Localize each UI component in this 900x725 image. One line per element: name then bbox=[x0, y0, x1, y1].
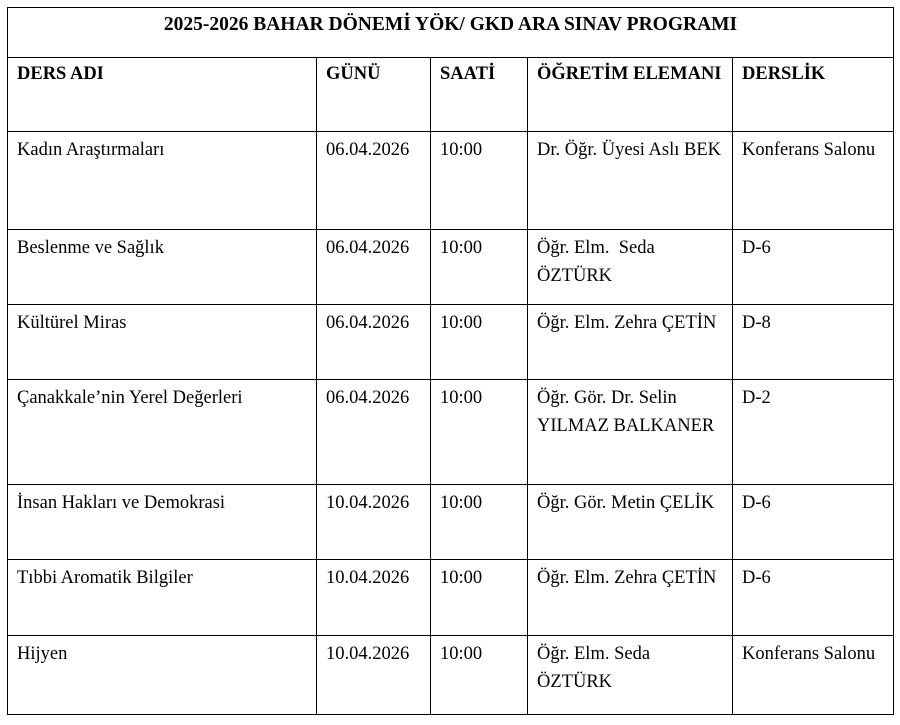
table-row bbox=[8, 380, 894, 485]
cell-instructor: Öğr. Elm. Zehra ÇETİN bbox=[528, 305, 733, 380]
cell-room: Konferans Salonu bbox=[733, 636, 894, 715]
cell-course: Hijyen bbox=[8, 636, 317, 715]
header-day: GÜNÜ bbox=[317, 58, 431, 132]
cell-time: 10:00 bbox=[431, 485, 528, 560]
cell-course: İnsan Hakları ve Demokrasi bbox=[8, 485, 317, 560]
cell-room: D-6 bbox=[733, 560, 894, 636]
header-row bbox=[8, 58, 894, 132]
cell-instructor: Öğr. Gör. Metin ÇELİK bbox=[528, 485, 733, 560]
header-course: DERS ADI bbox=[8, 58, 317, 132]
table-row bbox=[8, 305, 894, 380]
cell-time: 10:00 bbox=[431, 560, 528, 636]
exam-schedule-document bbox=[7, 7, 893, 715]
cell-room: D-6 bbox=[733, 230, 894, 305]
table-row bbox=[8, 230, 894, 305]
table-row bbox=[8, 560, 894, 636]
cell-course: Kültürel Miras bbox=[8, 305, 317, 380]
exam-schedule-table bbox=[7, 7, 894, 715]
cell-course: Kadın Araştırmaları bbox=[8, 132, 317, 230]
cell-course: Beslenme ve Sağlık bbox=[8, 230, 317, 305]
cell-instructor: Dr. Öğr. Üyesi Aslı BEK bbox=[528, 132, 733, 230]
cell-day: 06.04.2026 bbox=[317, 305, 431, 380]
table-row bbox=[8, 636, 894, 715]
cell-room: D-6 bbox=[733, 485, 894, 560]
cell-room: D-8 bbox=[733, 305, 894, 380]
cell-day: 06.04.2026 bbox=[317, 230, 431, 305]
cell-instructor: Öğr. Elm. Seda ÖZTÜRK bbox=[528, 636, 733, 715]
cell-instructor: Öğr. Elm. Seda ÖZTÜRK bbox=[528, 230, 733, 305]
cell-day: 10.04.2026 bbox=[317, 636, 431, 715]
header-room: DERSLİK bbox=[733, 58, 894, 132]
cell-instructor: Öğr. Elm. Zehra ÇETİN bbox=[528, 560, 733, 636]
header-instructor: ÖĞRETİM ELEMANI bbox=[528, 58, 733, 132]
cell-day: 10.04.2026 bbox=[317, 560, 431, 636]
table-row bbox=[8, 485, 894, 560]
schedule-title: 2025-2026 BAHAR DÖNEMİ YÖK/ GKD ARA SINAV PROGRAMI bbox=[8, 8, 894, 58]
cell-day: 06.04.2026 bbox=[317, 132, 431, 230]
cell-time: 10:00 bbox=[431, 636, 528, 715]
cell-room: D-2 bbox=[733, 380, 894, 485]
cell-room: Konferans Salonu bbox=[733, 132, 894, 230]
cell-time: 10:00 bbox=[431, 305, 528, 380]
cell-day: 10.04.2026 bbox=[317, 485, 431, 560]
cell-course: Çanakkale’nin Yerel Değerleri bbox=[8, 380, 317, 485]
cell-time: 10:00 bbox=[431, 230, 528, 305]
cell-day: 06.04.2026 bbox=[317, 380, 431, 485]
cell-time: 10:00 bbox=[431, 380, 528, 485]
cell-time: 10:00 bbox=[431, 132, 528, 230]
table-row bbox=[8, 132, 894, 230]
cell-instructor: Öğr. Gör. Dr. Selin YILMAZ BALKANER bbox=[528, 380, 733, 485]
cell-course: Tıbbi Aromatik Bilgiler bbox=[8, 560, 317, 636]
header-time: SAATİ bbox=[431, 58, 528, 132]
